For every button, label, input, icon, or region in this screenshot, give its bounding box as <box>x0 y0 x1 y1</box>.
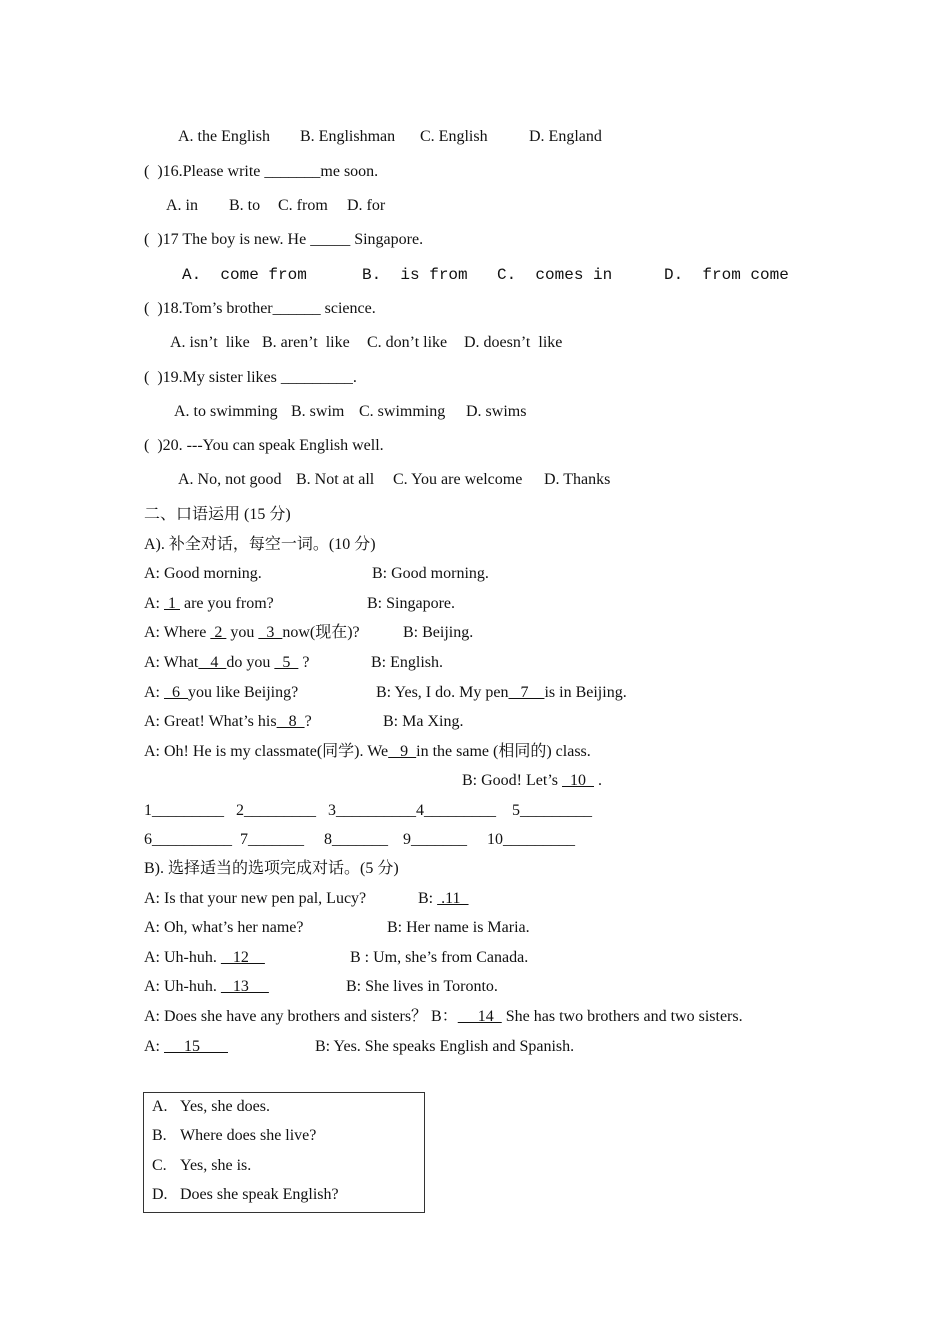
partB-title: B). 选择适当的选项完成对话。(5 分) <box>144 860 399 877</box>
partA-title: A). 补全对话，每空一词。(10 分) <box>144 536 376 553</box>
option-box-d: D. Does she speak English? <box>152 1186 339 1203</box>
blank-13: 13 <box>220 978 269 995</box>
q19-stem: ( )19.My sister likes _________. <box>144 369 357 386</box>
blank-9: 9 <box>388 743 417 760</box>
q18-option-c: C. don’t like <box>367 334 448 351</box>
q19-option-a: A. to swimming <box>174 403 278 420</box>
dialogA-line1-a: A: Good morning. <box>144 565 262 582</box>
answer-blank-8[interactable]: 8_______ <box>324 831 388 848</box>
dialogA-line3-b: B: Beijing. <box>403 624 474 641</box>
q20-option-c: C. You are welcome <box>393 471 523 488</box>
answer-blank-10[interactable]: 10_________ <box>487 831 575 848</box>
q19-option-b: B. swim <box>291 403 345 420</box>
q16-option-b: B. to <box>229 197 261 214</box>
q20-option-b: B. Not at all <box>296 471 375 488</box>
q15-option-d: D. England <box>529 128 602 145</box>
q16-option-a: A. in <box>166 197 198 214</box>
q18-option-b: B. aren’t like <box>262 334 350 351</box>
blank-6: 6 <box>164 684 188 701</box>
dialogA-line6-a: A: Great! What’s his 8 ? <box>144 713 312 730</box>
dialogB-line4-a: A: Uh-huh. 13 <box>144 978 269 995</box>
q16-option-c: C. from <box>278 197 328 214</box>
dialogB-line1-b: B: .11 <box>418 890 469 907</box>
dialogA-line1-b: B: Good morning. <box>372 565 489 582</box>
dialogB-line2-b: B: Her name is Maria. <box>387 919 530 936</box>
dialogB-line3-a: A: Uh-huh. 12 <box>144 949 265 966</box>
q16-stem: ( )16.Please write _______me soon. <box>144 163 379 180</box>
blank-14: 14 <box>457 1008 502 1025</box>
q17-option-b: B. is from <box>362 266 468 284</box>
dialogA-line5-b: B: Yes, I do. My pen 7 is in Beijing. <box>376 684 627 701</box>
blank-7: 7 <box>508 684 545 701</box>
blank-1: 1 <box>164 595 180 612</box>
q17-stem: ( )17 The boy is new. He _____ Singapore. <box>144 231 424 248</box>
blank-8: 8 <box>276 713 305 730</box>
answer-blank-5[interactable]: 5_________ <box>512 802 592 819</box>
answer-blank-6[interactable]: 6__________ <box>144 831 232 848</box>
dialogA-line8-b: B: Good! Let’s 10 . <box>462 772 602 789</box>
dialogA-line2-b: B: Singapore. <box>367 595 455 612</box>
answer-blank-1[interactable]: 1_________ <box>144 802 224 819</box>
q18-stem: ( )18.Tom’s brother______ science. <box>144 300 376 317</box>
dialogA-line2-a: A: 1 are you from? <box>144 595 274 612</box>
blank-3: 3 <box>258 624 283 641</box>
q17-option-c: C. comes in <box>497 266 613 284</box>
answer-blank-3-4[interactable]: 3__________4_________ <box>328 802 496 819</box>
blank-12: 12 <box>220 949 265 966</box>
q15-option-a: A. the English <box>178 128 270 145</box>
q18-option-d: D. doesn’t like <box>464 334 563 351</box>
q20-stem: ( )20. ---You can speak English well. <box>144 437 384 454</box>
dialogB-line1-a: A: Is that your new pen pal, Lucy? <box>144 890 367 907</box>
q19-option-d: D. swims <box>466 403 527 420</box>
q17-option-a: A. come from <box>182 266 307 284</box>
dialogA-line3-a: A: Where 2 you 3 now(现在)? <box>144 624 360 641</box>
answer-blank-7[interactable]: 7_______ <box>240 831 304 848</box>
options-box <box>143 1092 425 1213</box>
dialogB-line6-a: A: 15 <box>144 1038 228 1055</box>
option-box-a: A. Yes, she does. <box>152 1098 270 1115</box>
q15-option-b: B. Englishman <box>300 128 396 145</box>
dialogB-line3-b: B : Um, she’s from Canada. <box>350 949 529 966</box>
dialogB-line5: A: Does she have any brothers and sisters？ B： 14 She has two brothers and two sisters. <box>144 1008 743 1025</box>
dialogA-line6-b: B: Ma Xing. <box>383 713 464 730</box>
blank-4: 4 <box>198 654 227 671</box>
dialogA-line5-a: A: 6 you like Beijing? <box>144 684 299 701</box>
q20-option-a: A. No, not good <box>178 471 282 488</box>
dialogB-line4-b: B: She lives in Toronto. <box>346 978 498 995</box>
dialogA-line4-b: B: English. <box>371 654 444 671</box>
dialogB-line6-b: B: Yes. She speaks English and Spanish. <box>315 1038 575 1055</box>
answer-blank-9[interactable]: 9_______ <box>403 831 467 848</box>
answer-blank-2[interactable]: 2_________ <box>236 802 316 819</box>
q15-option-c: C. English <box>420 128 488 145</box>
blank-2: 2 <box>210 624 227 641</box>
dialogA-line4-a: A: What 4 do you 5 ? <box>144 654 310 671</box>
blank-10: 10 <box>562 772 594 789</box>
q20-option-d: D. Thanks <box>544 471 611 488</box>
blank-5: 5 <box>274 654 299 671</box>
q19-option-c: C. swimming <box>359 403 446 420</box>
option-box-c: C. Yes, she is. <box>152 1157 252 1174</box>
blank-15: 15 <box>164 1038 228 1055</box>
q17-option-d: D. from come <box>664 266 789 284</box>
blank-11: .11 <box>437 890 469 907</box>
q18-option-a: A. isn’t like <box>170 334 250 351</box>
dialogA-line7-a: A: Oh! He is my classmate(同学). We 9 in the same (相同的) class. <box>144 743 591 760</box>
section2-title: 二、口语运用 (15 分) <box>144 506 291 523</box>
q16-option-d: D. for <box>347 197 386 214</box>
dialogB-line2-a: A: Oh, what’s her name? <box>144 919 304 936</box>
option-box-b: B. Where does she live? <box>152 1127 317 1144</box>
